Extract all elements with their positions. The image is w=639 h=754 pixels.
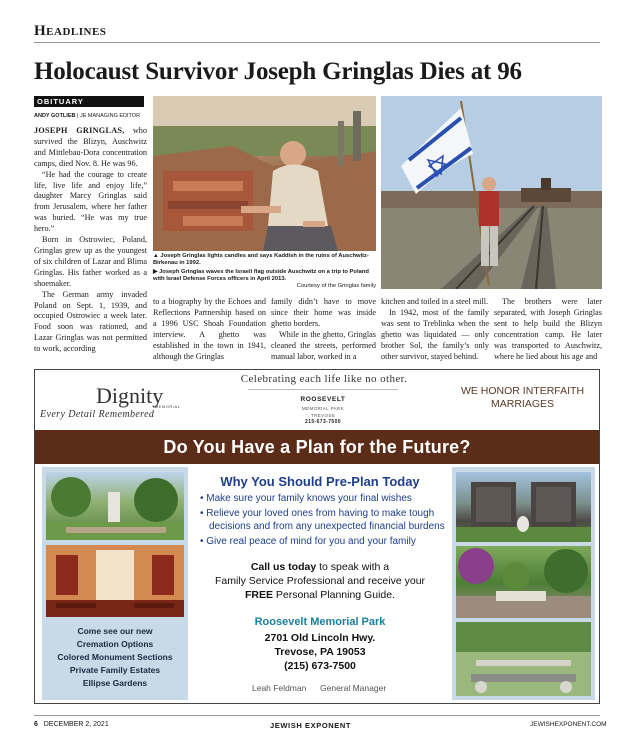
flower-garden-photo [456,546,591,618]
section-title: Headlines [34,23,107,39]
ad-celebrate-tagline: Celebrating each life like no other. [240,373,408,385]
byline-author: ANDY GOTLIEB [34,113,76,119]
roosevelt-memorial-park-name: Roosevelt Memorial Park [254,616,386,628]
paragraph: to a biography by the Echoes and Reflections Partnership based on a 1996 USC Shoah Foundation interview. A ghetto was established in the town in 1941, although the Gringlas [153,297,266,361]
left-list-item: Come see our new [77,626,153,636]
article-column-2 [153,297,266,362]
bullet-item: • Relieve your loved ones from having to make tough decisions and from any unexpected financial burdens [200,507,450,534]
garden-statue-art [46,472,184,540]
page-number: 6 [34,721,38,728]
paragraph: Born in Ostrowiec, Poland, Gringlas grew up as the youngest of six children of Lazar and Blima Gringlas. His father worked as a shoemaker. [34,235,147,288]
article-column-3 [271,297,376,362]
preplan-bullets [200,492,450,549]
call-to-action [194,560,446,602]
lawn-markers-photo [456,622,591,696]
call-line-2: Family Service Professional and receive your [214,575,426,587]
paragraph: In 1942, most of the family was sent to Treblinka when the ghetto was liquidated — only brother Sol, the family’s only other survivor, stayed behind. [381,307,489,361]
call-line-3: Personal Planning Guide. [273,589,395,601]
caption-line-2: ▶ Joseph Gringlas waves the Israeli flag outside Auschwitz on a trip to Poland with Israel Defense Forces officers in April 2013. [153,269,369,282]
park-details [248,406,398,426]
header-divider [34,42,600,43]
signature-title: General Manager [320,683,387,693]
publication-name: JEWISH EXPONENT [270,721,352,730]
photo-credit: Courtesy of the Gringlas family [296,283,376,289]
article-column-4 [381,297,489,362]
left-list-item: Ellipse Gardens [82,678,148,688]
mausoleum-photo [456,472,591,542]
paragraph: “He had the courage to create life, live life and enjoy life,” daughter Marcy Gringlas said from Jerusalem, where her father was buried. “He was my true hero.” [34,169,147,234]
park-sub-2: TREVOSE [310,412,336,418]
photo-caption [153,253,376,290]
obituary-tag: OBITUARY [34,96,144,107]
dignity-logo: Dignity [96,383,164,408]
caption-line-1: ▲ Joseph Gringlas lights candles and says Kaddish in the ruins of Auschwitz-Birkenau in 1992. [153,253,369,266]
left-list-item: Private Family Estates [69,665,161,675]
signature-name: Leah Feldman [252,683,307,693]
dignity-logo-sub: MEMORIAL [155,404,181,409]
bullet-item: • Make sure your family knows your final wishes [200,492,450,506]
paragraph: The German army invaded Poland on Sept. 1, 1939, and occupied Ostrowiec a week later. Food soon was rationed, and Lazar Gringlas was not permitted to work, according [34,289,147,354]
chapel-interior-photo [46,545,184,617]
photo-flag-art [381,96,602,289]
footer-divider [34,715,600,716]
left-list-item: Colored Monument Sections [57,652,173,662]
park-phone: 215-673-7500 [305,419,341,425]
photo-israeli-flag [381,96,602,289]
chapel-interior-art [46,545,184,617]
call-bold: Call us today [250,561,317,573]
lead-name: JOSEPH GRINGLAS, [34,126,125,135]
mausoleum-art [456,472,591,542]
byline-role: | JE MANAGING EDITOR [77,113,141,119]
lawn-markers-art [456,622,591,696]
left-list-item: Cremation Options [76,639,154,649]
headline: Holocaust Survivor Joseph Gringlas Dies at 96 [34,58,522,85]
park-phone-number: (215) 673-7500 [284,660,356,672]
footer-left [34,721,109,728]
paragraph-text: who survived the Blizyn, Auschwitz and Mittlebau-Dora concentration camps, died Nov. 8. He was 96. [34,126,147,168]
paragraph: kitchen and toiled in a steel mill. [381,297,489,306]
byline [34,113,140,119]
flower-garden-art [456,546,591,618]
paragraph: The brothers were later separated, with Joseph Gringlas sent to help build the Blizyn concentration camp. He later was transported to Auschwitz, where he lied about his age and [494,297,602,361]
garden-statue-photo [46,472,184,540]
photo-kaddish-ruins [153,96,376,251]
interfaith-message: WE HONOR INTERFAITH MARRIAGES [460,385,585,410]
address-line-1: 2701 Old Lincoln Hwy. [264,632,376,644]
bullet-item: • Give real peace of mind for you and your family [200,535,450,549]
paragraph: While in the ghetto, Gringlas cleaned the streets, performed manual labor, worked in a [271,329,376,361]
park-name: ROOSEVELT [300,396,346,403]
website: JEWISHEXPONENT.COM [530,721,607,728]
call-free: FREE [244,589,273,601]
why-preplan-title: Why You Should Pre-Plan Today [220,474,420,489]
ad-divider [248,389,398,390]
park-address [194,631,446,673]
photo-kaddish-art [153,96,376,251]
park-sub-1: MEMORIAL PARK [301,406,345,411]
article-column-5 [494,297,602,362]
ad-left-list [42,625,188,690]
address-line-2: Trevose, PA 19053 [274,646,366,658]
call-rest: to speak with a [316,561,390,573]
issue-date: DECEMBER 2, 2021 [43,721,109,728]
paragraph: family didn’t have to move since their home was inside ghetto borders. [271,297,376,328]
paragraph [34,126,147,170]
dignity-tagline: Every Detail Remembered [40,409,155,420]
article-column-1 [34,126,147,362]
ad-banner: Do You Have a Plan for the Future? [35,430,599,464]
